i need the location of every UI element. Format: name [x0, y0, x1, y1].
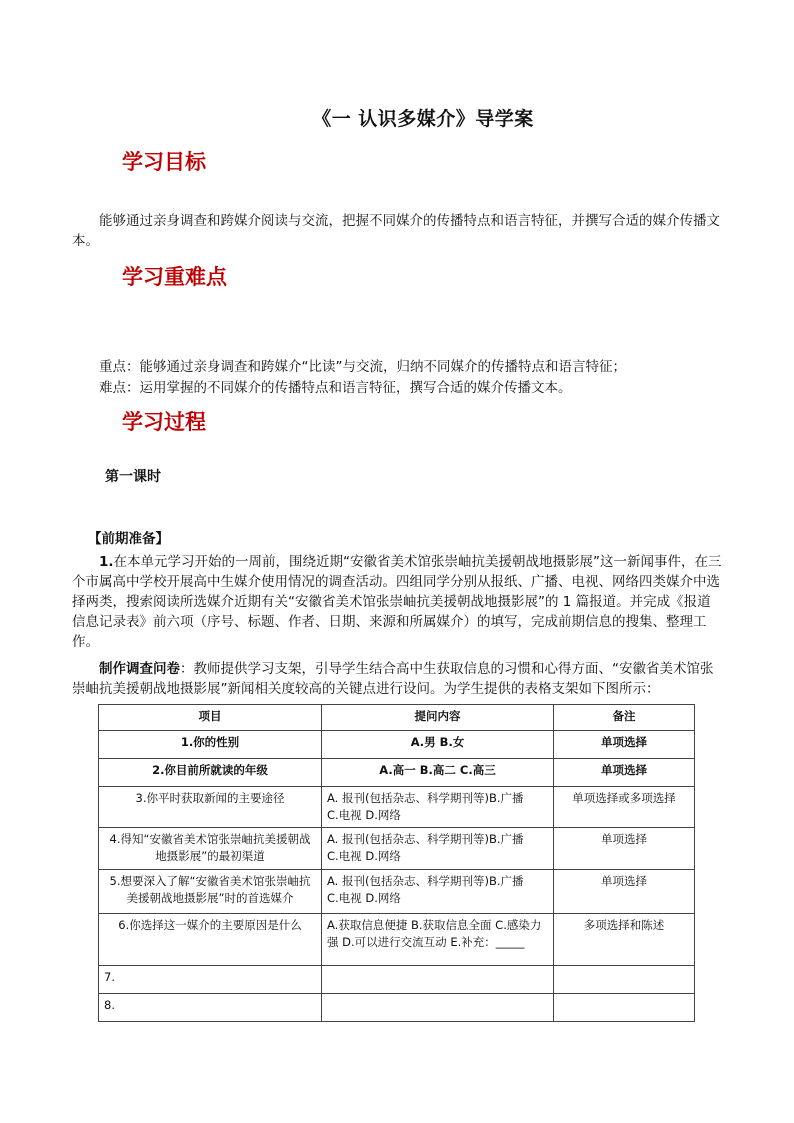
table-row [99, 828, 695, 870]
table-cell-item: 4.得知“安徽省美术馆张崇岫抗美援朝战地摄影展”的最初渠道 [99, 828, 322, 870]
section-heading-key-points: 学习重难点 [122, 264, 227, 289]
table-row [99, 870, 695, 914]
table-row [99, 966, 695, 994]
table-header-cell: 提问内容 [322, 705, 554, 731]
table-row [99, 994, 695, 1022]
document-title: 《一 认识多媒介》导学案 [312, 108, 534, 130]
table-cell-note [554, 966, 695, 994]
prep-paragraph-2 [72, 659, 722, 699]
table-header-cell: 项目 [99, 705, 322, 731]
prep-paragraph-2-text: ：教师提供学习支架，引导学生结合高中生获取信息的习惯和心得方面、“安徽省美术馆张崇岫抗美援朝战地摄影展”新闻相关度较高的关键点进行设问。为学生提供的表格支架如下图所示： [72, 661, 714, 697]
table-row [99, 731, 695, 759]
section-heading-goals: 学习目标 [122, 149, 206, 174]
table-cell-item: 8. [99, 994, 322, 1022]
table-cell-item: 5.想要深入了解“安徽省美术馆张崇岫抗美援朝战地摄影展”时的首选媒介 [99, 870, 322, 914]
lesson-label: 第一课时 [105, 469, 161, 485]
table-cell-note: 单项选择 [554, 828, 695, 870]
survey-table [98, 704, 695, 1022]
table-header-row [99, 705, 695, 731]
table-cell-question [322, 966, 554, 994]
table-cell-question: A.男 B.女 [322, 731, 554, 759]
table-cell-note: 多项选择和陈述 [554, 914, 695, 966]
prep-label: 【前期准备】 [88, 531, 169, 547]
table-cell-note: 单项选择 [554, 731, 695, 759]
table-cell-question: A. 报刊(包括杂志、科学期刊等)B.广播 C.电视 D.网络 [322, 870, 554, 914]
section-heading-process: 学习过程 [122, 409, 206, 434]
prep-paragraph-1-text: 在本单元学习开始的一周前，围绕近期“安徽省美术馆张崇岫抗美援朝战地摄影展”这一新闻事件，在三个市属高中学校开展高中生媒介使用情况的调查活动。四组同学分别从报纸、广播、电视、网络四类媒介中选择两类，搜索阅读所选媒介近期有关“安徽省美术馆张崇岫抗美援朝战地摄影展”的 1 篇报道。并完成《报道信息记录表》前六项（序号、标题、作者、日期、来源和所属媒介）的填写，完成前期信息的搜集、整理工作。 [72, 554, 722, 650]
table-cell-question: A.获取信息便捷 B.获取信息全面 C.感染力强 D.可以进行交流互动 E.补充：_____ [322, 914, 554, 966]
table-row [99, 914, 695, 966]
key-point-text: 重点：能够通过亲身调查和跨媒介“比读”与交流，归纳不同媒介的传播特点和语言特征； [99, 359, 626, 375]
table-row [99, 787, 695, 828]
prep-paragraph-1 [72, 552, 722, 652]
table-header-cell: 备注 [554, 705, 695, 731]
table-cell-note: 单项选择或多项选择 [554, 787, 695, 828]
table-cell-question: A. 报刊(包括杂志、科学期刊等)B.广播 C.电视 D.网络 [322, 828, 554, 870]
table-cell-item: 1.你的性别 [99, 731, 322, 759]
table-cell-item: 6.你选择这一媒介的主要原因是什么 [99, 914, 322, 966]
table-cell-item: 7. [99, 966, 322, 994]
table-cell-note [554, 994, 695, 1022]
table-cell-item: 2.你目前所就读的年级 [99, 759, 322, 787]
table-cell-question [322, 994, 554, 1022]
table-cell-item: 3.你平时获取新闻的主要途径 [99, 787, 322, 828]
prep-paragraph-2-label: 制作调查问卷 [99, 661, 180, 677]
difficult-point-text: 难点：运用掌握的不同媒介的传播特点和语言特征，撰写合适的媒介传播文本。 [99, 380, 572, 396]
table-cell-note: 单项选择 [554, 759, 695, 787]
table-cell-question: A. 报刊(包括杂志、科学期刊等)B.广播 C.电视 D.网络 [322, 787, 554, 828]
table-row [99, 759, 695, 787]
goal-text: 能够通过亲身调查和跨媒介阅读与交流，把握不同媒介的传播特点和语言特征，并撰写合适的媒介传播文本。 [72, 213, 720, 249]
prep-paragraph-1-number: 1. [99, 554, 114, 570]
table-cell-note: 单项选择 [554, 870, 695, 914]
table-cell-question: A.高一 B.高二 C.高三 [322, 759, 554, 787]
